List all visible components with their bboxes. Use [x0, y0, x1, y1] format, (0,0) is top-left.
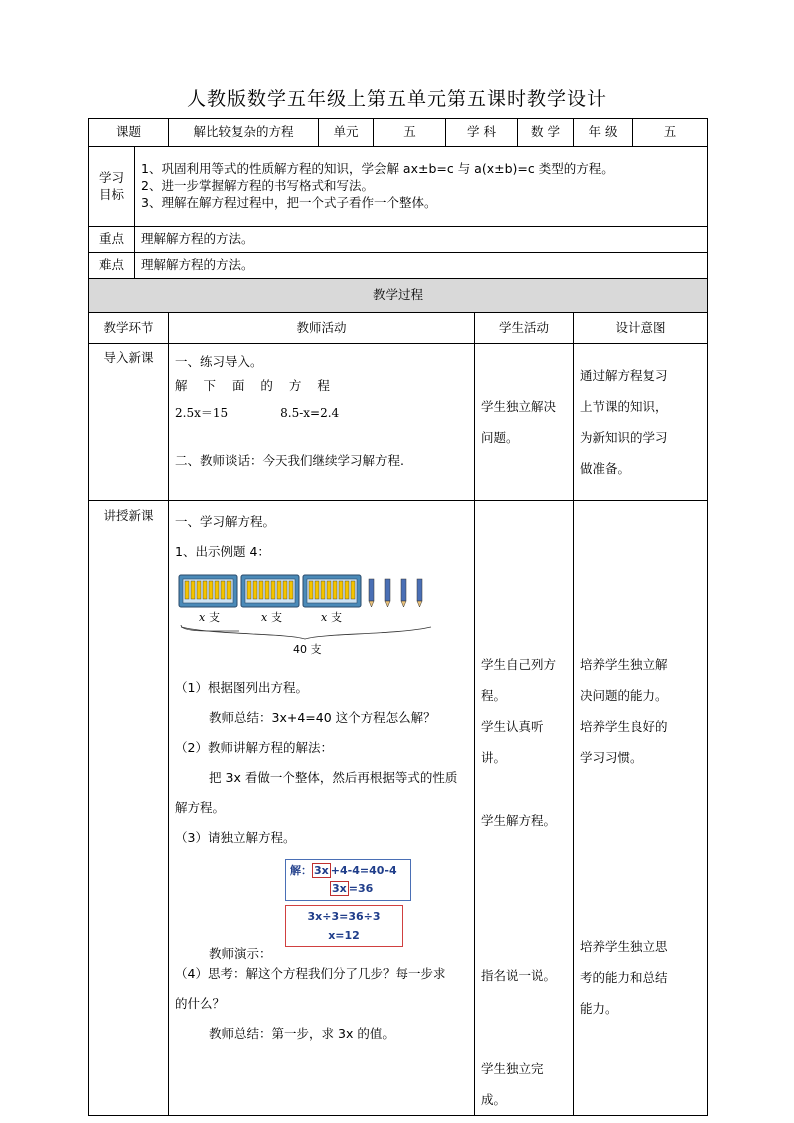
col-design: 设计意图 — [574, 313, 708, 344]
svg-text:支: 支 — [271, 611, 283, 624]
svg-text:40 支: 40 支 — [293, 643, 322, 656]
process-header: 教学过程 — [89, 279, 708, 313]
svg-text:x: x — [321, 611, 328, 624]
new-student: 学生自己列方 程。 学生认真听讲。 学生解方程。 指名说一说。 学生独立完成。 — [475, 501, 574, 1116]
goal-item: 3、理解在解方程过程中，把一个式子看作一个整体。 — [141, 194, 437, 210]
pencil-figure — [175, 569, 468, 657]
key-point-row — [89, 227, 708, 253]
page-title: 人教版数学五年级上第五单元第五课时教学设计 — [186, 88, 607, 110]
new-stage: 讲授新课 — [89, 501, 169, 1116]
topic-value: 解比较复杂的方程 — [169, 119, 319, 147]
intro-teacher: 一、练习导入。 解 下 面 的 方 程 2.5x＝15 8.5-x=2.4 二、教师谈话：今天我们继续学习解方程. — [169, 344, 475, 501]
goals-list — [135, 147, 708, 227]
pencil-boxes-illustration — [175, 569, 435, 657]
unit-value: 五 — [374, 119, 446, 147]
new-lesson-row — [89, 501, 708, 1116]
pencil-box — [303, 575, 361, 607]
difficulty-row — [89, 253, 708, 279]
topic-label: 课题 — [89, 119, 169, 147]
grade-value: 五 — [633, 119, 708, 147]
unit-label: 单元 — [319, 119, 374, 147]
solution-demo-box: 3x÷3=36÷3 x=12 — [285, 905, 403, 947]
goals-label: 学习 目标 — [89, 147, 135, 227]
svg-text:支: 支 — [331, 611, 343, 624]
svg-text:x: x — [261, 611, 268, 624]
difficulty-label: 难点 — [89, 253, 135, 279]
svg-text:支: 支 — [209, 611, 221, 624]
intro-row — [89, 344, 708, 501]
new-teacher: 一、学习解方程。 1、出示例题 4： x 支 x 支 x 支 40 支 （1）根据图列出方程。 教师总结：3x+4=40 这个方程怎么解？ （2）教师讲解方程的解法： 把 3x 看做一个整体，然后再根据等式的性质 解方程。 （3）请独立解方程。 解： 3x +4-4=40-4 3x =36 3x÷3=36÷3 x=12 教师演示： （4）思考：解这个方程我们分了几步？每一步求 的什么？ 教师总结：第一步，求 3x 的值。 — [169, 501, 475, 1116]
goal-item: 2、进一步掌握解方程的书写格式和写法。 — [141, 178, 374, 194]
intro-design: 通过解方程复习 上节课的知识， 为新知识的学习 做准备。 — [574, 344, 708, 501]
lesson-plan-table — [88, 118, 708, 1116]
process-header-row — [89, 279, 708, 313]
goals-row — [89, 147, 708, 227]
col-student: 学生活动 — [475, 313, 574, 344]
pencil-box — [241, 575, 299, 607]
goal-item: 1、巩固利用等式的性质解方程的知识，学会解 ax±b=c 与 a(x±b)=c 类型的方程。 — [141, 161, 614, 177]
new-design: 培养学生独立解 决问题的能力。 培养学生良好的 学习习惯。 培养学生独立思 考的能力和总结 能力。 — [574, 501, 708, 1116]
key-point-label: 重点 — [89, 227, 135, 253]
intro-stage: 导入新课 — [89, 344, 169, 501]
header-row — [89, 119, 708, 147]
column-header-row — [89, 313, 708, 344]
subject-label: 学 科 — [446, 119, 518, 147]
col-stage: 教学环节 — [89, 313, 169, 344]
grade-label: 年 级 — [574, 119, 633, 147]
difficulty-value: 理解解方程的方法。 — [135, 253, 708, 279]
intro-student: 学生独立解决 问题。 — [475, 344, 574, 501]
demo-label: 教师演示： — [209, 946, 272, 961]
svg-text:x: x — [199, 611, 206, 624]
subject-value: 数 学 — [518, 119, 574, 147]
loose-pencils — [369, 579, 422, 607]
solution-box: 解： 3x +4-4=40-4 3x =36 — [285, 859, 411, 901]
pencil-box — [179, 575, 237, 607]
key-point-value: 理解解方程的方法。 — [135, 227, 708, 253]
col-teacher: 教师活动 — [169, 313, 475, 344]
